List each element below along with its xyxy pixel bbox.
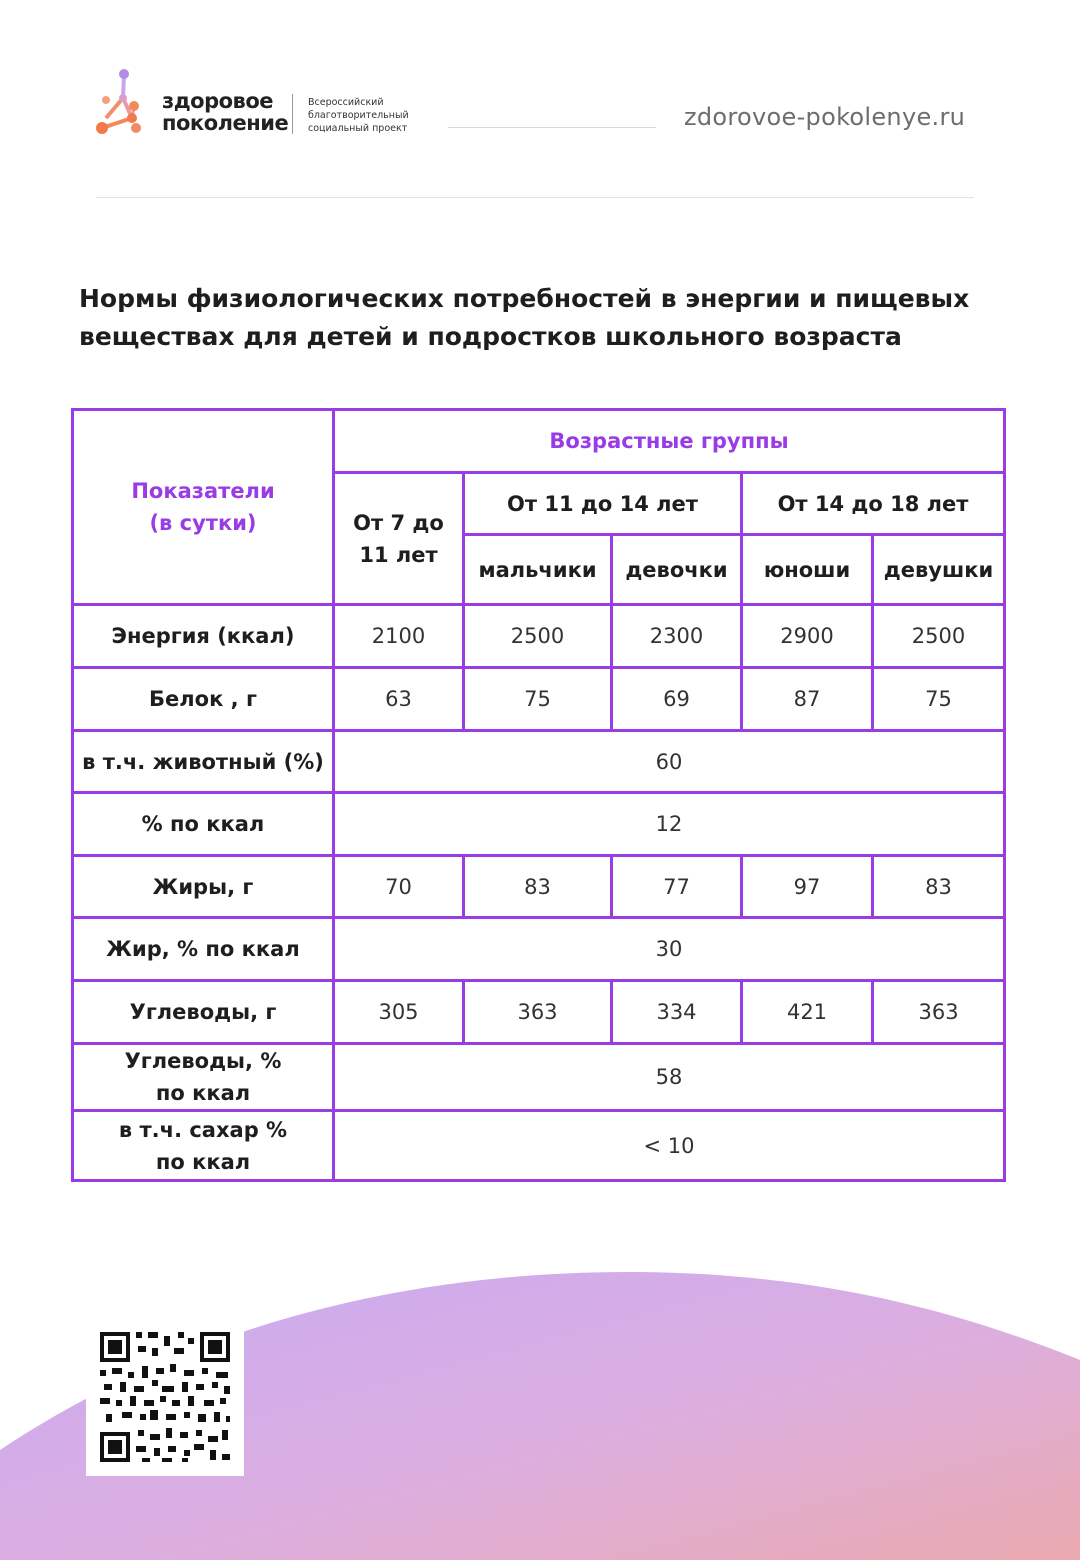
sub-young-women-header: девушки [873,535,1005,605]
table-cell: 2500 [873,605,1005,668]
group-7-11-header: От 7 до 11 лет [334,473,464,605]
header-divider [448,127,656,128]
header-row-1 [73,410,1005,473]
table-cell: 83 [873,856,1005,918]
site-url[interactable]: zdorovoe-pokolenye.ru [684,103,966,131]
table-row [73,731,1005,793]
row-label: Жир, % по ккал [73,918,334,981]
table-row [73,793,1005,856]
table-cell: 2500 [464,605,612,668]
row-label: в т.ч. животный (%) [73,731,334,793]
table-cell: 2300 [612,605,742,668]
row-label: % по ккал [73,793,334,856]
table-row [73,668,1005,731]
brand-name: здоровое поколение [162,89,289,135]
molecule-logo-icon [96,68,156,136]
indicator-header: Показатели (в сутки) [73,410,334,605]
table-row [73,918,1005,981]
age-groups-header: Возрастные группы [334,410,1005,473]
table-cell: 363 [464,981,612,1044]
table-row [73,856,1005,918]
table-cell: 334 [612,981,742,1044]
table-cell: 63 [334,668,464,731]
table-row [73,981,1005,1044]
merged-cell: 58 [334,1044,1005,1111]
brand-logo [96,68,426,140]
logo-separator [292,94,293,134]
table-cell: 83 [464,856,612,918]
group-11-14-header: От 11 до 14 лет [464,473,742,535]
row-label: Углеводы, г [73,981,334,1044]
table-cell: 75 [464,668,612,731]
merged-cell: < 10 [334,1111,1005,1181]
sub-youths-header: юноши [742,535,873,605]
table-cell: 363 [873,981,1005,1044]
table-cell: 69 [612,668,742,731]
sub-girls-header: девочки [612,535,742,605]
table-row [73,605,1005,668]
row-label: в т.ч. сахар % по ккал [73,1111,334,1181]
row-label: Белок , г [73,668,334,731]
qr-code-icon[interactable] [86,1318,244,1476]
page-title: Нормы физиологических потребностей в энергии и пищевых веществах для детей и подростков школьного возраста [79,284,970,351]
row-label: Жиры, г [73,856,334,918]
table-cell: 2100 [334,605,464,668]
table-cell: 77 [612,856,742,918]
norms-table [71,408,1006,1182]
merged-cell: 30 [334,918,1005,981]
table-cell: 97 [742,856,873,918]
table-cell: 87 [742,668,873,731]
row-label: Углеводы, % по ккал [73,1044,334,1111]
merged-cell: 60 [334,731,1005,793]
table-cell: 2900 [742,605,873,668]
merged-cell: 12 [334,793,1005,856]
top-rule [96,197,974,198]
table-row [73,1044,1005,1111]
table-cell: 421 [742,981,873,1044]
brand-description: Всероссийский благотворительный социальный проект [308,97,409,134]
table-cell: 305 [334,981,464,1044]
table-cell: 75 [873,668,1005,731]
table-row [73,1111,1005,1181]
group-14-18-header: От 14 до 18 лет [742,473,1005,535]
row-label: Энергия (ккал) [73,605,334,668]
table-cell: 70 [334,856,464,918]
sub-boys-header: мальчики [464,535,612,605]
